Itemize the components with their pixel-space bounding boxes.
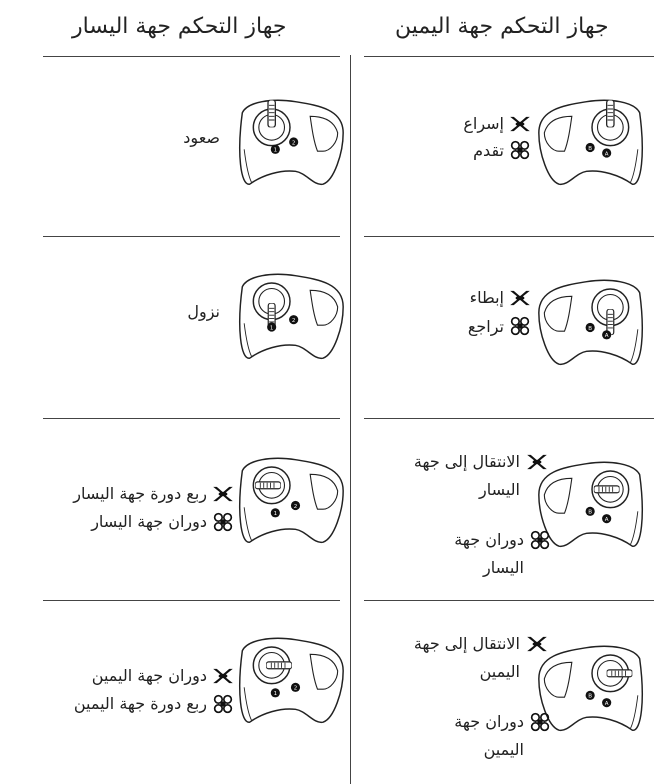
right-controller-diagram <box>537 90 647 194</box>
move-right-label-line2: اليمين <box>479 662 520 681</box>
row-divider <box>43 600 340 601</box>
row-divider <box>364 236 654 237</box>
quadcopter-icon <box>510 140 530 160</box>
svg-text:B: B <box>588 325 593 332</box>
svg-text:2: 2 <box>291 317 296 324</box>
row-divider <box>43 56 340 57</box>
rotate-right-label-line1: دوران جهة <box>454 712 524 731</box>
move-right-label-line1: الانتقال إلى جهة <box>413 634 520 653</box>
row-divider <box>43 418 340 419</box>
quadcopter-icon <box>530 712 550 732</box>
svg-text:B: B <box>588 509 593 516</box>
row-divider <box>364 56 654 57</box>
plane-icon <box>526 454 548 470</box>
quarter-turn-left-label: ربع دورة جهة اليسار <box>73 484 207 503</box>
svg-text:B: B <box>588 145 593 152</box>
left-controller-icon <box>235 628 345 732</box>
left-controller-diagram <box>235 448 345 552</box>
quadcopter-icon <box>510 316 530 336</box>
backward-label: تراجع <box>467 317 504 336</box>
svg-text:2: 2 <box>293 503 298 510</box>
plane-icon <box>509 116 531 132</box>
svg-text:A: A <box>604 516 609 523</box>
right-controller-icon <box>537 452 647 556</box>
plane-icon <box>212 486 234 502</box>
left-controller-diagram <box>235 628 345 732</box>
row-divider <box>364 418 654 419</box>
right-controller-icon <box>537 270 647 374</box>
svg-text:1: 1 <box>273 691 278 698</box>
svg-text:1: 1 <box>273 147 278 154</box>
rotate-left-label-line1: دوران جهة <box>454 530 524 549</box>
column-divider <box>350 55 351 784</box>
move-left-label-line1: الانتقال إلى جهة <box>413 452 520 471</box>
rotate-left-label-line2: اليسار <box>482 558 524 577</box>
left-controller-header: جهاز التحكم جهة اليسار <box>72 14 287 39</box>
svg-text:A: A <box>604 151 609 158</box>
svg-text:A: A <box>604 700 609 707</box>
plane-icon <box>526 636 548 652</box>
right-controller-diagram <box>537 636 647 740</box>
quadcopter-icon <box>530 530 550 550</box>
plane-icon <box>212 668 234 684</box>
right-controller-diagram <box>537 270 647 374</box>
left-controller-diagram <box>235 264 345 368</box>
svg-text:2: 2 <box>291 140 296 147</box>
quadcopter-icon <box>213 694 233 714</box>
forward-label: تقدم <box>473 141 504 160</box>
rotate-left-label: دوران جهة اليسار <box>91 512 207 531</box>
plane-icon <box>509 290 531 306</box>
descend-label: نزول <box>187 302 220 321</box>
row-divider <box>43 236 340 237</box>
rotate-right-label-line2: اليمين <box>483 740 524 759</box>
right-controller-icon <box>537 636 647 740</box>
svg-text:2: 2 <box>293 685 298 692</box>
right-controller-icon <box>537 90 647 194</box>
quadcopter-icon <box>213 512 233 532</box>
svg-text:1: 1 <box>273 511 278 518</box>
rotate-right-label: دوران جهة اليمين <box>91 666 207 685</box>
row-divider <box>364 600 654 601</box>
svg-text:A: A <box>604 333 609 340</box>
left-controller-icon <box>235 264 345 368</box>
svg-text:1: 1 <box>269 325 274 332</box>
ascend-label: صعود <box>183 128 220 147</box>
quarter-turn-right-label: ربع دورة جهة اليمين <box>73 694 207 713</box>
right-controller-header: جهاز التحكم جهة اليمين <box>395 14 609 39</box>
left-controller-diagram <box>235 90 345 194</box>
left-controller-icon <box>235 448 345 552</box>
right-controller-diagram <box>537 452 647 556</box>
accelerate-label: إسراع <box>463 114 504 133</box>
move-left-label-line2: اليسار <box>478 480 520 499</box>
svg-text:B: B <box>588 693 593 700</box>
decelerate-label: إبطاء <box>469 288 504 307</box>
left-controller-icon <box>235 90 345 194</box>
